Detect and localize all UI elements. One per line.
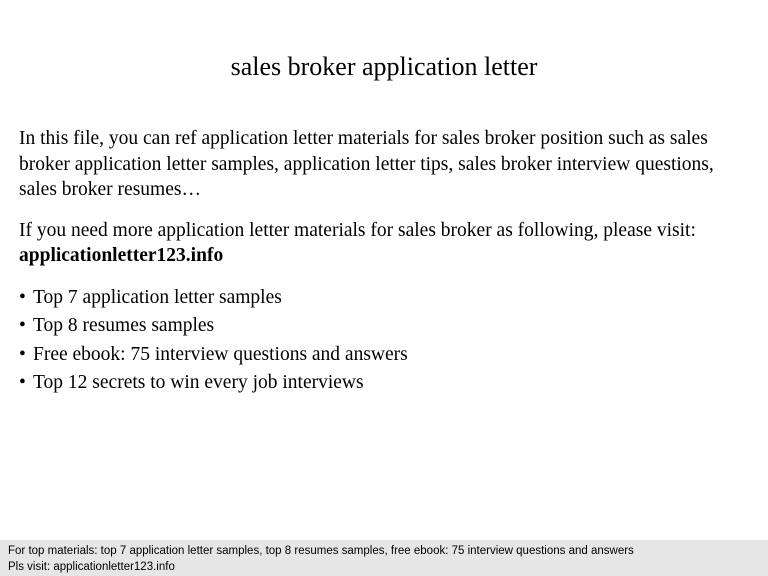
bullet-icon: • (19, 372, 26, 393)
list-item (19, 370, 749, 396)
list-item-label: Top 12 secrets to win every job interviews (33, 372, 364, 393)
bullet-icon: • (19, 286, 26, 308)
visit-paragraph (19, 218, 749, 269)
list-item (19, 342, 749, 368)
list-item-label: Top 7 application letter samples (33, 286, 282, 308)
list-item-label: Free ebook: 75 interview questions and answers (33, 343, 408, 365)
bullet-icon: • (19, 315, 26, 336)
footer-materials-text: For top materials: top 7 application letter samples, top 8 resumes samples, free ebook: 75 interview questions and answers (8, 545, 634, 557)
list-item (19, 313, 749, 339)
slide-body (19, 126, 749, 399)
list-item-label: Top 8 resumes samples (33, 315, 215, 336)
intro-paragraph: In this file, you can ref application letter materials for sales broker position such as sales broker application letter samples, application letter tips, sales broker interview questions, sales broker resumes… (19, 128, 714, 200)
visit-text: If you need more application letter materials for sales broker as following, please visit: (19, 219, 696, 241)
footer-bar (0, 540, 768, 576)
page-title: sales broker application letter (230, 52, 538, 81)
bullet-icon: • (19, 343, 26, 365)
footer-visit-text: Pls visit: applicationletter123.info (8, 561, 175, 573)
bullet-list (19, 285, 749, 396)
list-item (19, 285, 749, 311)
site-link[interactable]: applicationletter123.info (19, 245, 224, 266)
